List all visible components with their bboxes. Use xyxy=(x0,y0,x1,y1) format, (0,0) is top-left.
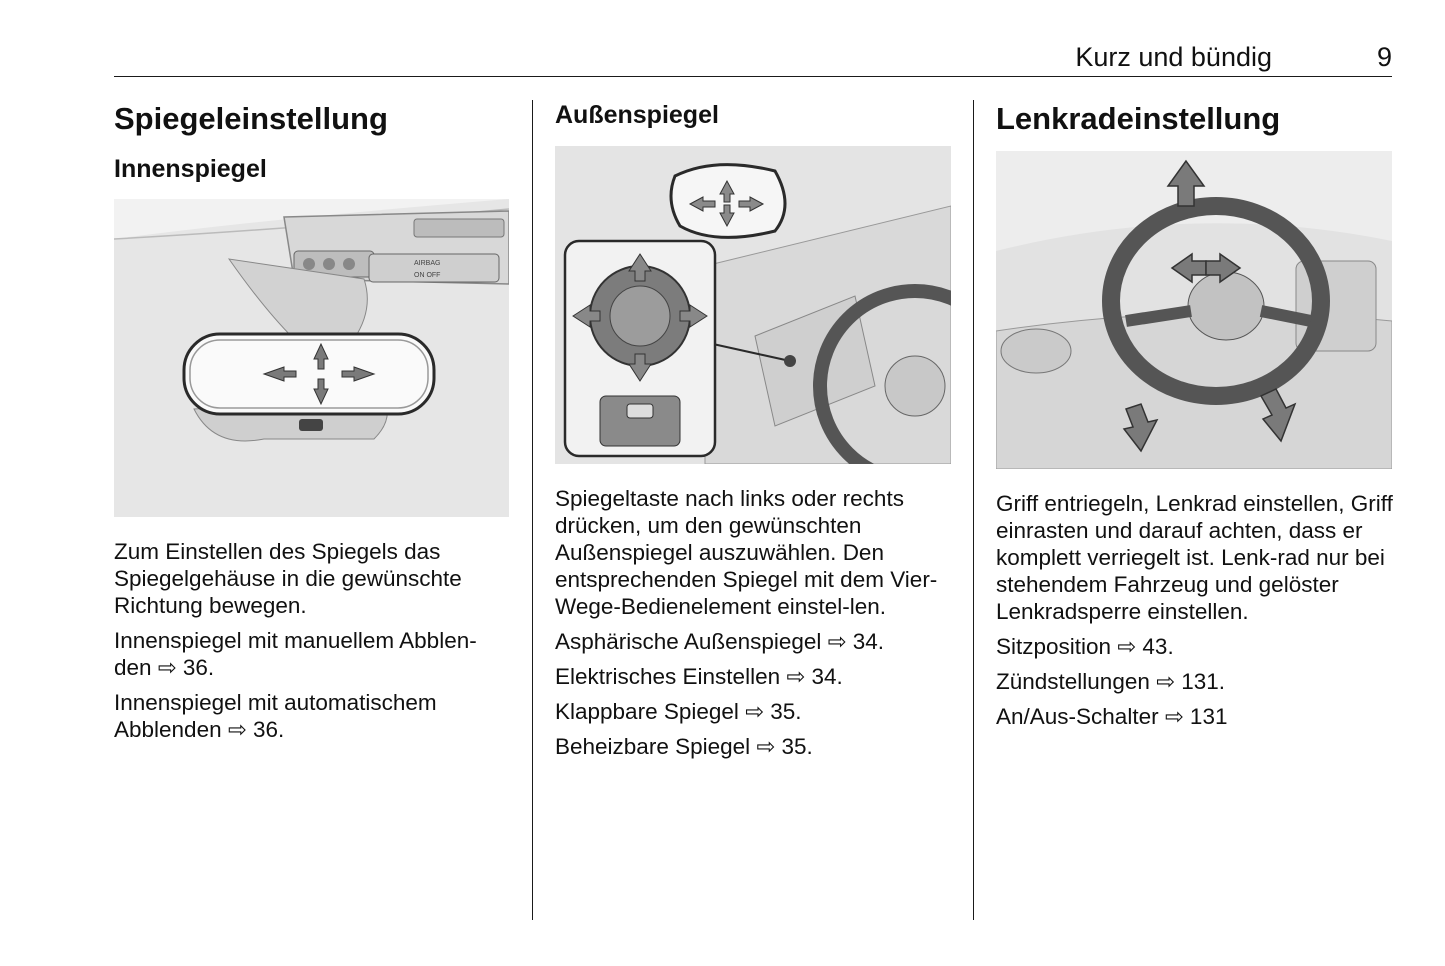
heading-aussenspiegel: Außenspiegel xyxy=(555,101,719,129)
column-exterior-mirror xyxy=(555,100,955,130)
column1-body xyxy=(114,538,514,751)
figure-interior-mirror xyxy=(114,199,509,517)
column2-body xyxy=(555,485,955,768)
paragraph-steering-adjust: Griff entriegeln, Lenkrad einstellen, Griff einrasten und darauf achten, dass er komplett verriegelt ist. Lenk-rad nur bei stehendem Fahrzeug und gelöster Lenkradsperre einstellen. xyxy=(996,491,1393,624)
figure-exterior-mirror xyxy=(555,146,951,464)
section-title: Kurz und bündig xyxy=(1075,42,1272,72)
heading-innenspiegel: Innenspiegel xyxy=(114,155,267,184)
heading-lenkradeinstellung: Lenkradeinstellung xyxy=(996,101,1281,136)
column-divider-1 xyxy=(532,100,533,920)
column-mirror-adjustment xyxy=(114,100,514,184)
column-divider-2 xyxy=(973,100,974,920)
ref-ignition-positions: Zündstellungen ⇨ 131. xyxy=(996,669,1226,694)
paragraph-exterior-mirror-select: Spiegeltaste nach links oder rechts drücken, um den gewünschten Außenspiegel auszuwählen. Den entsprechenden Spiegel mit dem Vier-Wege-Bedienelement einstel-len. xyxy=(555,486,938,619)
interior-mirror-illustration xyxy=(114,199,509,517)
paragraph-auto-dimming: Innenspiegel mit automatischem Abblenden ⇨ 36. xyxy=(114,690,437,742)
heading-spiegeleinstellung: Spiegeleinstellung xyxy=(114,101,388,136)
paragraph-manual-dimming: Innenspiegel mit manuellem Abblen-den ⇨ 36. xyxy=(114,628,477,680)
column-steering-wheel xyxy=(996,100,1396,137)
ref-seat-position: Sitzposition ⇨ 43. xyxy=(996,634,1174,659)
column3-body xyxy=(996,490,1396,738)
steering-wheel-illustration xyxy=(996,151,1392,469)
paragraph-interior-mirror-adjust: Zum Einstellen des Spiegels das Spiegelgehäuse in die gewünschte Richtung bewegen. xyxy=(114,539,462,618)
figure-steering-wheel xyxy=(996,151,1392,469)
ref-onoff-switch: An/Aus-Schalter ⇨ 131 xyxy=(996,704,1228,729)
ref-aspheric-mirror: Asphärische Außenspiegel ⇨ 34. xyxy=(555,629,885,654)
exterior-mirror-illustration xyxy=(555,146,951,464)
ref-folding-mirror: Klappbare Spiegel ⇨ 35. xyxy=(555,699,802,724)
airbag-label: AIRBAG xyxy=(414,260,441,267)
airbag-onoff-label: ON OFF xyxy=(414,272,441,279)
ref-electric-adjust: Elektrisches Einstellen ⇨ 34. xyxy=(555,664,843,689)
page-number: 9 xyxy=(1376,42,1392,72)
page-header xyxy=(114,40,1392,77)
ref-heated-mirror: Beheizbare Spiegel ⇨ 35. xyxy=(555,734,813,759)
